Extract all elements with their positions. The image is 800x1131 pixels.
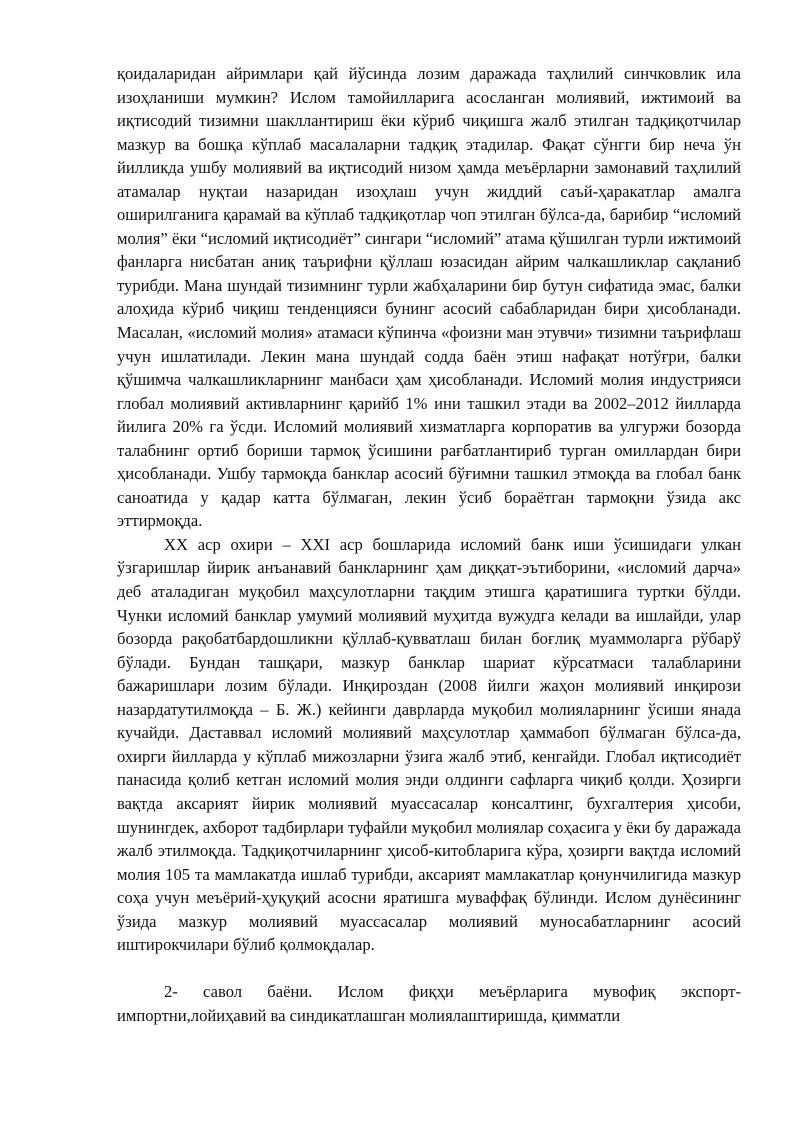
paragraph-islamic-banking: XX аср охири – XXI аср бошларида исломий банк иши ўсишидаги улкан ўзгаришлар йирик анъанавий банкларнинг ҳам диққат-эътиборини, «исломий дарча» деб аталадиган муқобил маҳсулотларни тақдим этишга қаратишига туртки бўлди. Чунки исломий банклар умумий молиявий муҳитда вужудга келади ва ишлайди, улар бозорда рақобатбардошликни қўллаб-қувватлаш билан боғлиқ муаммоларга рўбарў бўлади. Бундан ташқари, мазкур банклар шариат кўрсатмаси талабларини бажаришлари лозим бўлади. Инқироздан (2008 йилги жаҳон молиявий инқирози назардатутилмоқда – Б. Ж.) кейинги даврларда муқобил молияларнинг ўсиши янада кучайди. Даставвал исломий молиявий маҳсулотлар ҳаммабоп бўлмаган бўлса-да, охирги йилларда у кўплаб мижозларни ўзига жалб этиб, кенгайди. Глобал иқтисодиёт панасида қолиб кетган исломий молия энди олдинги сафларга чиқиб қолди. Ҳозирги вақтда аксарият йирик молиявий муассасалар консалтинг, бухгалтерия ҳисоби, шунингдек, ахборот тадбирлари туфайли муқобил молиялар соҳасига у ёки бу даражада жалб этилмоқда. Тадқиқотчиларнинг ҳисоб-китобларига кўра, ҳозирги вақтда исломий молия 105 та мамлакатда ишлаб турибди, аксарият мамлакатлар қонунчилигида мазкур соҳа учун меъёрий-ҳуқуқий асосни яратишга муваффақ бўлинди. Ислом дунёсининг ўзида мазкур молиявий муассасалар молиявий муносабатларнинг асосий иштирокчилари бўлиб қолмоқдалар. xyxy=(117,534,741,955)
paragraph-spacer xyxy=(117,957,741,981)
paragraph-question-2: 2- савол баёни. Ислом фиқҳи меъёрларига мувофиқ экспорт-импортни,лойиҳавий ва синдикатлашган молиялаштиришда, қимматли xyxy=(117,982,741,1025)
document-page xyxy=(117,62,741,1027)
paragraph-intro: қоидаларидан айримлари қай йўсинда лозим даражада таҳлилий синчковлик ила изоҳланиши мумкин? Ислом тамойилларига асосланган молиявий, ижтимоий ва иқтисодий тизимни шакллантириш ёки кўриб чиқишга жалб этилган тадқиқотчилар мазкур ва бошқа кўплаб масалаларни тадқиқ этадилар. Фақат сўнгги бир неча ўн йилликда ушбу молиявий ва иқтисодий низом ҳамда меъёрларни замонавий таҳлилий атамалар нуқтаи назаридан изоҳлаш учун жиддий саъй-ҳаракатлар амалга оширилганига қарамай ва кўплаб тадқиқотлар чоп этилган бўлса-да, барибир “исломий молия” ёки “исломий иқтисодиёт” сингари “исломий” атама қўшилган турли ижтимоий фанларга нисбатан аниқ таърифни қўллаш юзасидан айрим чалкашликлар сақланиб турибди. Мана шундай тизимнинг турли жабҳаларини бир бутун сифатида эмас, балки алоҳида кўриб чиқиш тенденцияси бунинг асосий сабабларидан бири ҳисобланади. Масалан, «исломий молия» атамаси кўпинча «фоизни ман этувчи» тизимни таърифлаш учун ишлатилади. Лекин мана шундай содда баён этиш нафақат нотўғри, балки қўшимча чалкашликларнинг манбаси ҳам ҳисобланади. Исломий молия индустрияси глобал молиявий активларнинг қарийб 1% ини ташкил этади ва 2002–2012 йилларда йилига 20% га ўсди. Исломий молиявий хизматларга корпоратив ва улгуржи бозорда талабнинг ортиб бориши тармоқ ўсишини рағбатлантириб турган омиллардан бири ҳисобланади. Ушбу тармоқда банклар асосий бўғимни ташкил этмоқда ва глобал банк саноатида у қадар катта бўлмаган, лекин ўсиб бораётган тармоқни ўзида акс эттирмоқда. xyxy=(117,64,741,531)
